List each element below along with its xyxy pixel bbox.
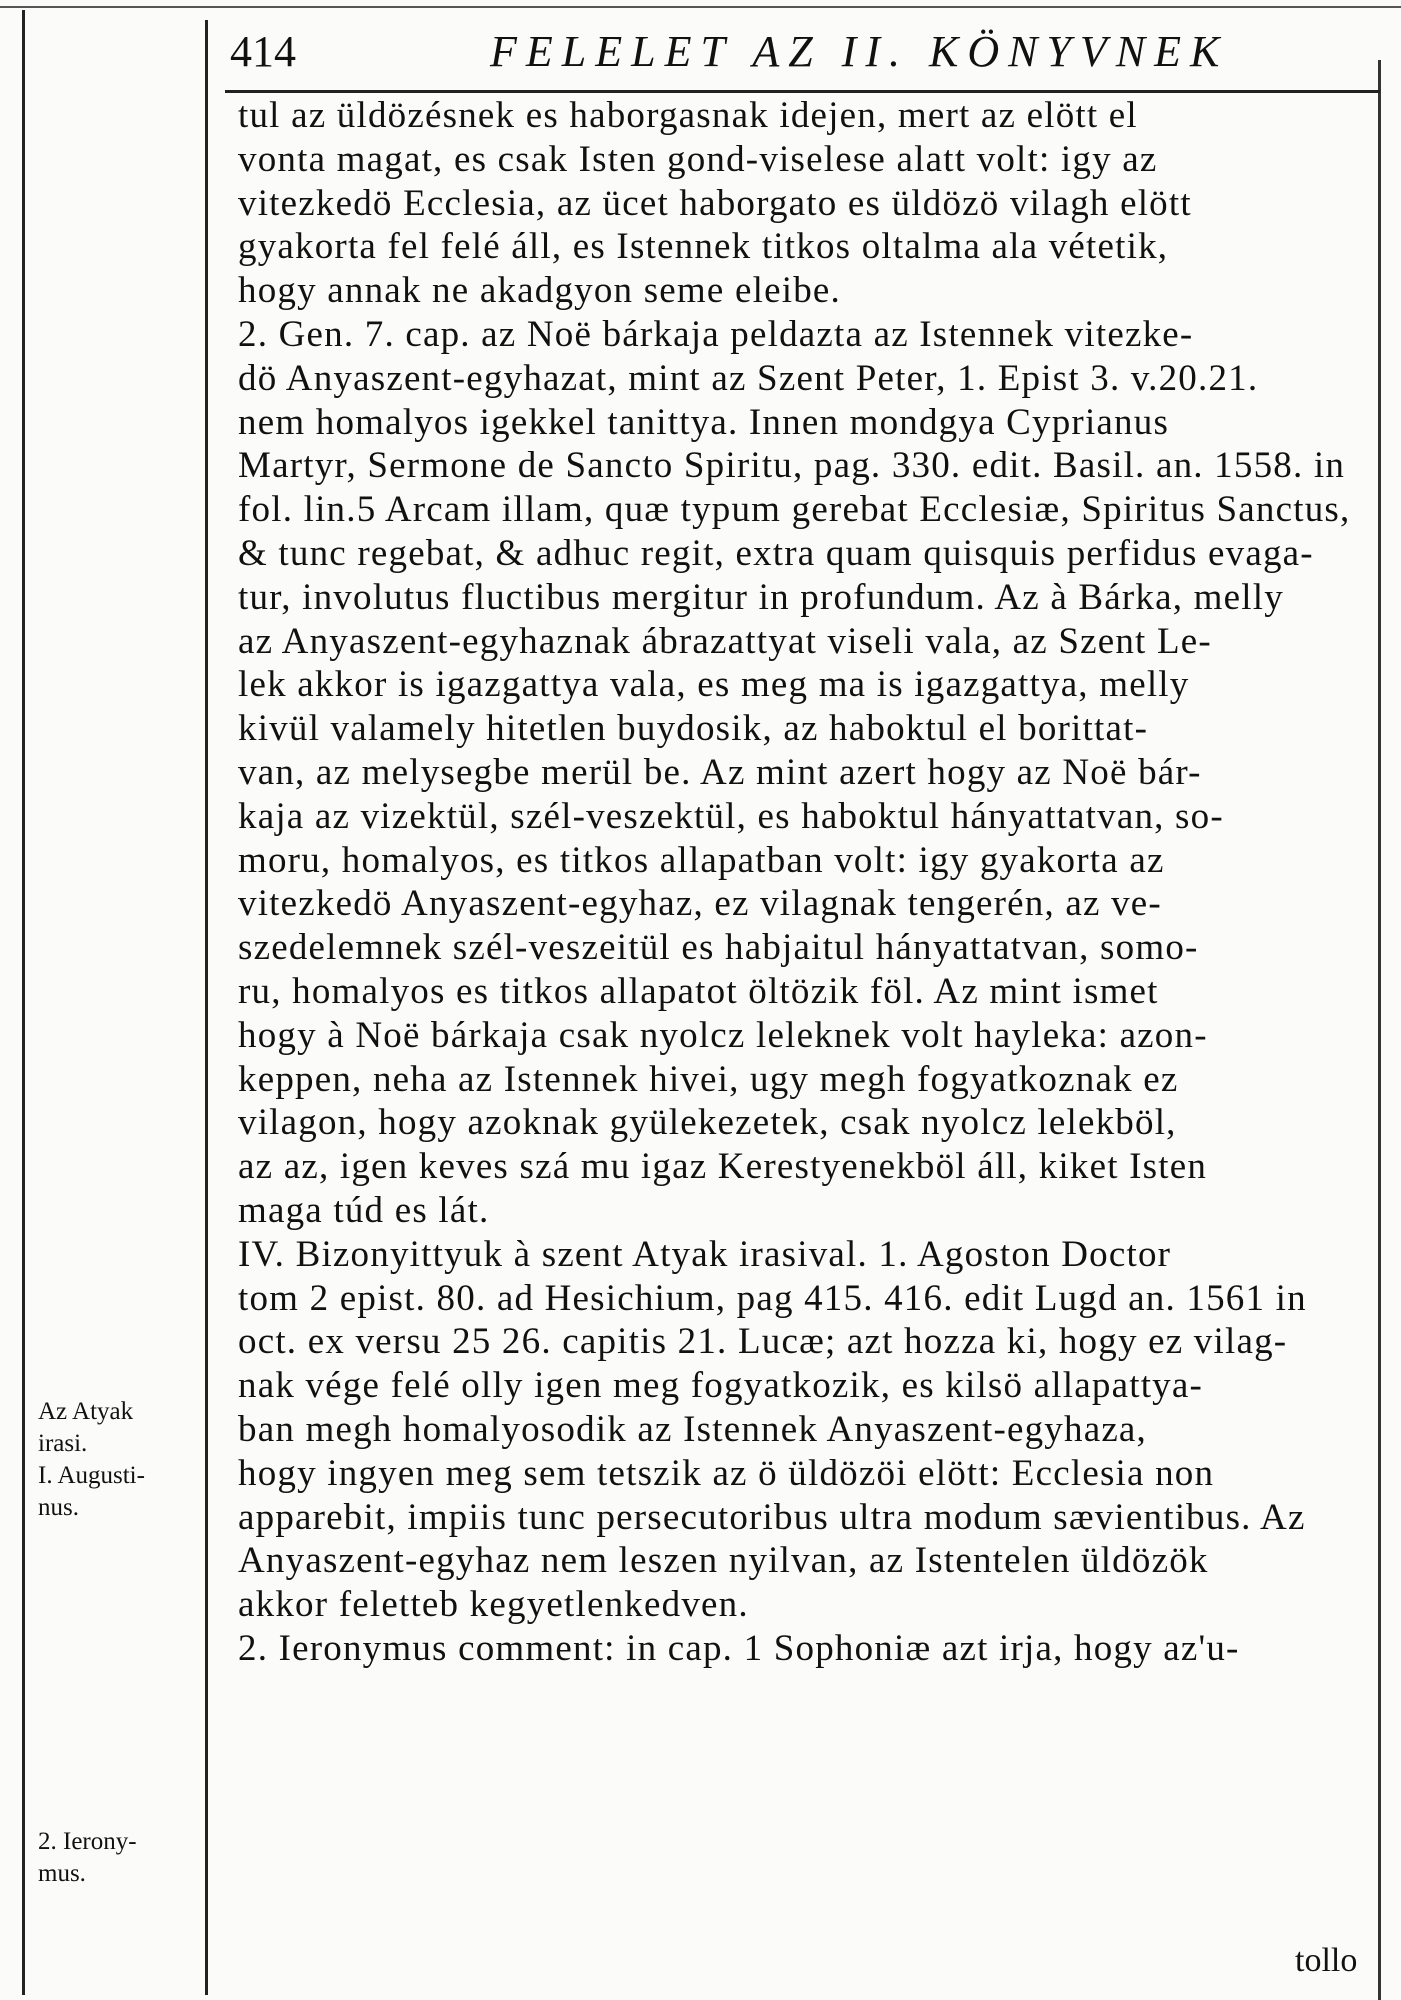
text-line: Martyr, Sermone de Sancto Spiritu, pag. 330. edit. Basil. an. 1558. in	[238, 445, 1346, 487]
text-line: az Anyaszent-egyhaznak ábrazattyat viseli vala, az Szent Le-	[238, 620, 1212, 662]
text-line: vilagon, hogy azoknak gyülekezetek, csak nyolcz lelekböl,	[238, 1102, 1177, 1144]
text-line: tur, involutus fluctibus mergitur in profundum. Az à Bárka, melly	[238, 576, 1284, 618]
margin-note-ieronymus	[38, 1826, 203, 1890]
main-text-block	[238, 94, 1378, 1671]
text-line: apparebit, impiis tunc persecutoribus ultra modum sævientibus. Az	[238, 1496, 1306, 1538]
header-rule	[225, 90, 1380, 93]
text-line: nem homalyos igekkel tanittya. Innen mondgya Cyprianus	[238, 401, 1170, 443]
text-line: hogy annak ne akadgyon seme eleibe.	[238, 270, 841, 312]
text-line: vonta magat, es csak Isten gond-viselese alatt volt: igy az	[238, 138, 1158, 180]
text-line: szedelemnek szél-veszeitül es habjaitul hányattatvan, somo-	[238, 927, 1199, 969]
text-line: ru, homalyos es titkos allapatot öltözik föl. Az mint ismet	[238, 970, 1159, 1012]
text-line: IV. Bizonyittyuk à szent Atyak irasival. 1. Agoston Doctor	[238, 1233, 1172, 1275]
margin-note-line: mus.	[38, 1860, 86, 1887]
text-line: & tunc regebat, & adhuc regit, extra quam quisquis perfidus evaga-	[238, 532, 1314, 574]
text-line: kaja az vizektül, szél-veszektül, es haboktul hányattatvan, so-	[238, 795, 1224, 837]
text-line: lek akkor is igazgattya vala, es meg ma is igazgattya, melly	[238, 664, 1190, 706]
text-line: dö Anyaszent-egyhazat, mint az Szent Peter, 1. Epist 3. v.20.21.	[238, 357, 1259, 399]
margin-note-line: I. Augusti-	[38, 1462, 145, 1489]
text-line: hogy à Noë bárkaja csak nyolcz leleknek volt hayleka: azon-	[238, 1014, 1208, 1056]
text-line: kivül valamely hitetlen buydosik, az haboktul el borittat-	[238, 708, 1149, 750]
margin-note-atyak	[38, 1396, 203, 1524]
text-line: 2. Gen. 7. cap. az Noë bárkaja peldazta az Istennek vitezke-	[238, 313, 1194, 355]
text-line: gyakorta fel felé áll, es Istennek titkos oltalma ala vétetik,	[238, 226, 1169, 268]
text-line: fol. lin.5 Arcam illam, quæ typum gerebat Ecclesiæ, Spiritus Sanctus,	[238, 489, 1351, 531]
page-header	[225, 18, 1375, 88]
margin-note-line: Az Atyak	[38, 1398, 134, 1425]
text-line: tul az üldözésnek es haborgasnak idejen, mert az elött el	[238, 95, 1138, 136]
text-line: akkor feletteb kegyetlenkedven.	[238, 1584, 749, 1626]
text-line: van, az melysegbe merül be. Az mint azert hogy az Noë bár-	[238, 751, 1202, 793]
text-line: tom 2 epist. 80. ad Hesichium, pag 415. 416. edit Lugd an. 1561 in	[238, 1277, 1307, 1319]
text-line: az az, igen keves szá mu igaz Kerestyenekböl áll, kiket Isten	[238, 1146, 1208, 1188]
top-edge-line	[0, 6, 1401, 8]
text-line: 2. Ieronymus comment: in cap. 1 Sophoniæ azt irja, hogy az'u-	[238, 1627, 1240, 1669]
text-line: maga túd es lát.	[238, 1189, 490, 1231]
text-line: vitezkedö Ecclesia, az ücet haborgato es üldözö vilagh elött	[238, 182, 1192, 224]
text-line: ban megh homalyosodik az Istennek Anyaszent-egyhaza,	[238, 1408, 1148, 1450]
left-border-rule	[22, 10, 25, 1995]
text-line: keppen, neha az Istennek hivei, ugy megh fogyatkoznak ez	[238, 1058, 1179, 1100]
page-number: 414	[230, 27, 296, 76]
margin-note-line: irasi.	[38, 1430, 88, 1457]
margin-column-rule	[205, 20, 208, 1995]
text-line: vitezkedö Anyaszent-egyhaz, ez vilagnak tengerén, az ve-	[238, 883, 1162, 925]
text-line: nak vége felé olly igen meg fogyatkozik, es kilsö allapattya-	[238, 1365, 1204, 1407]
margin-note-line: nus.	[38, 1494, 79, 1521]
margin-note-line: 2. Ierony-	[38, 1828, 137, 1855]
running-title: FELELET AZ II. KÖNYVNEK	[490, 27, 1229, 76]
text-line: moru, homalyos, es titkos allapatban volt: igy gyakorta az	[238, 839, 1165, 881]
text-line: oct. ex versu 25 26. capitis 21. Lucæ; azt hozza ki, hogy ez vilag-	[238, 1321, 1288, 1363]
catchword: tollo	[1295, 1942, 1358, 1979]
text-line: Anyaszent-egyhaz nem leszen nyilvan, az Istentelen üldözök	[238, 1540, 1209, 1582]
text-line: hogy ingyen meg sem tetszik az ö üldözöi elött: Ecclesia non	[238, 1452, 1215, 1494]
right-border-rule	[1378, 60, 1381, 2000]
